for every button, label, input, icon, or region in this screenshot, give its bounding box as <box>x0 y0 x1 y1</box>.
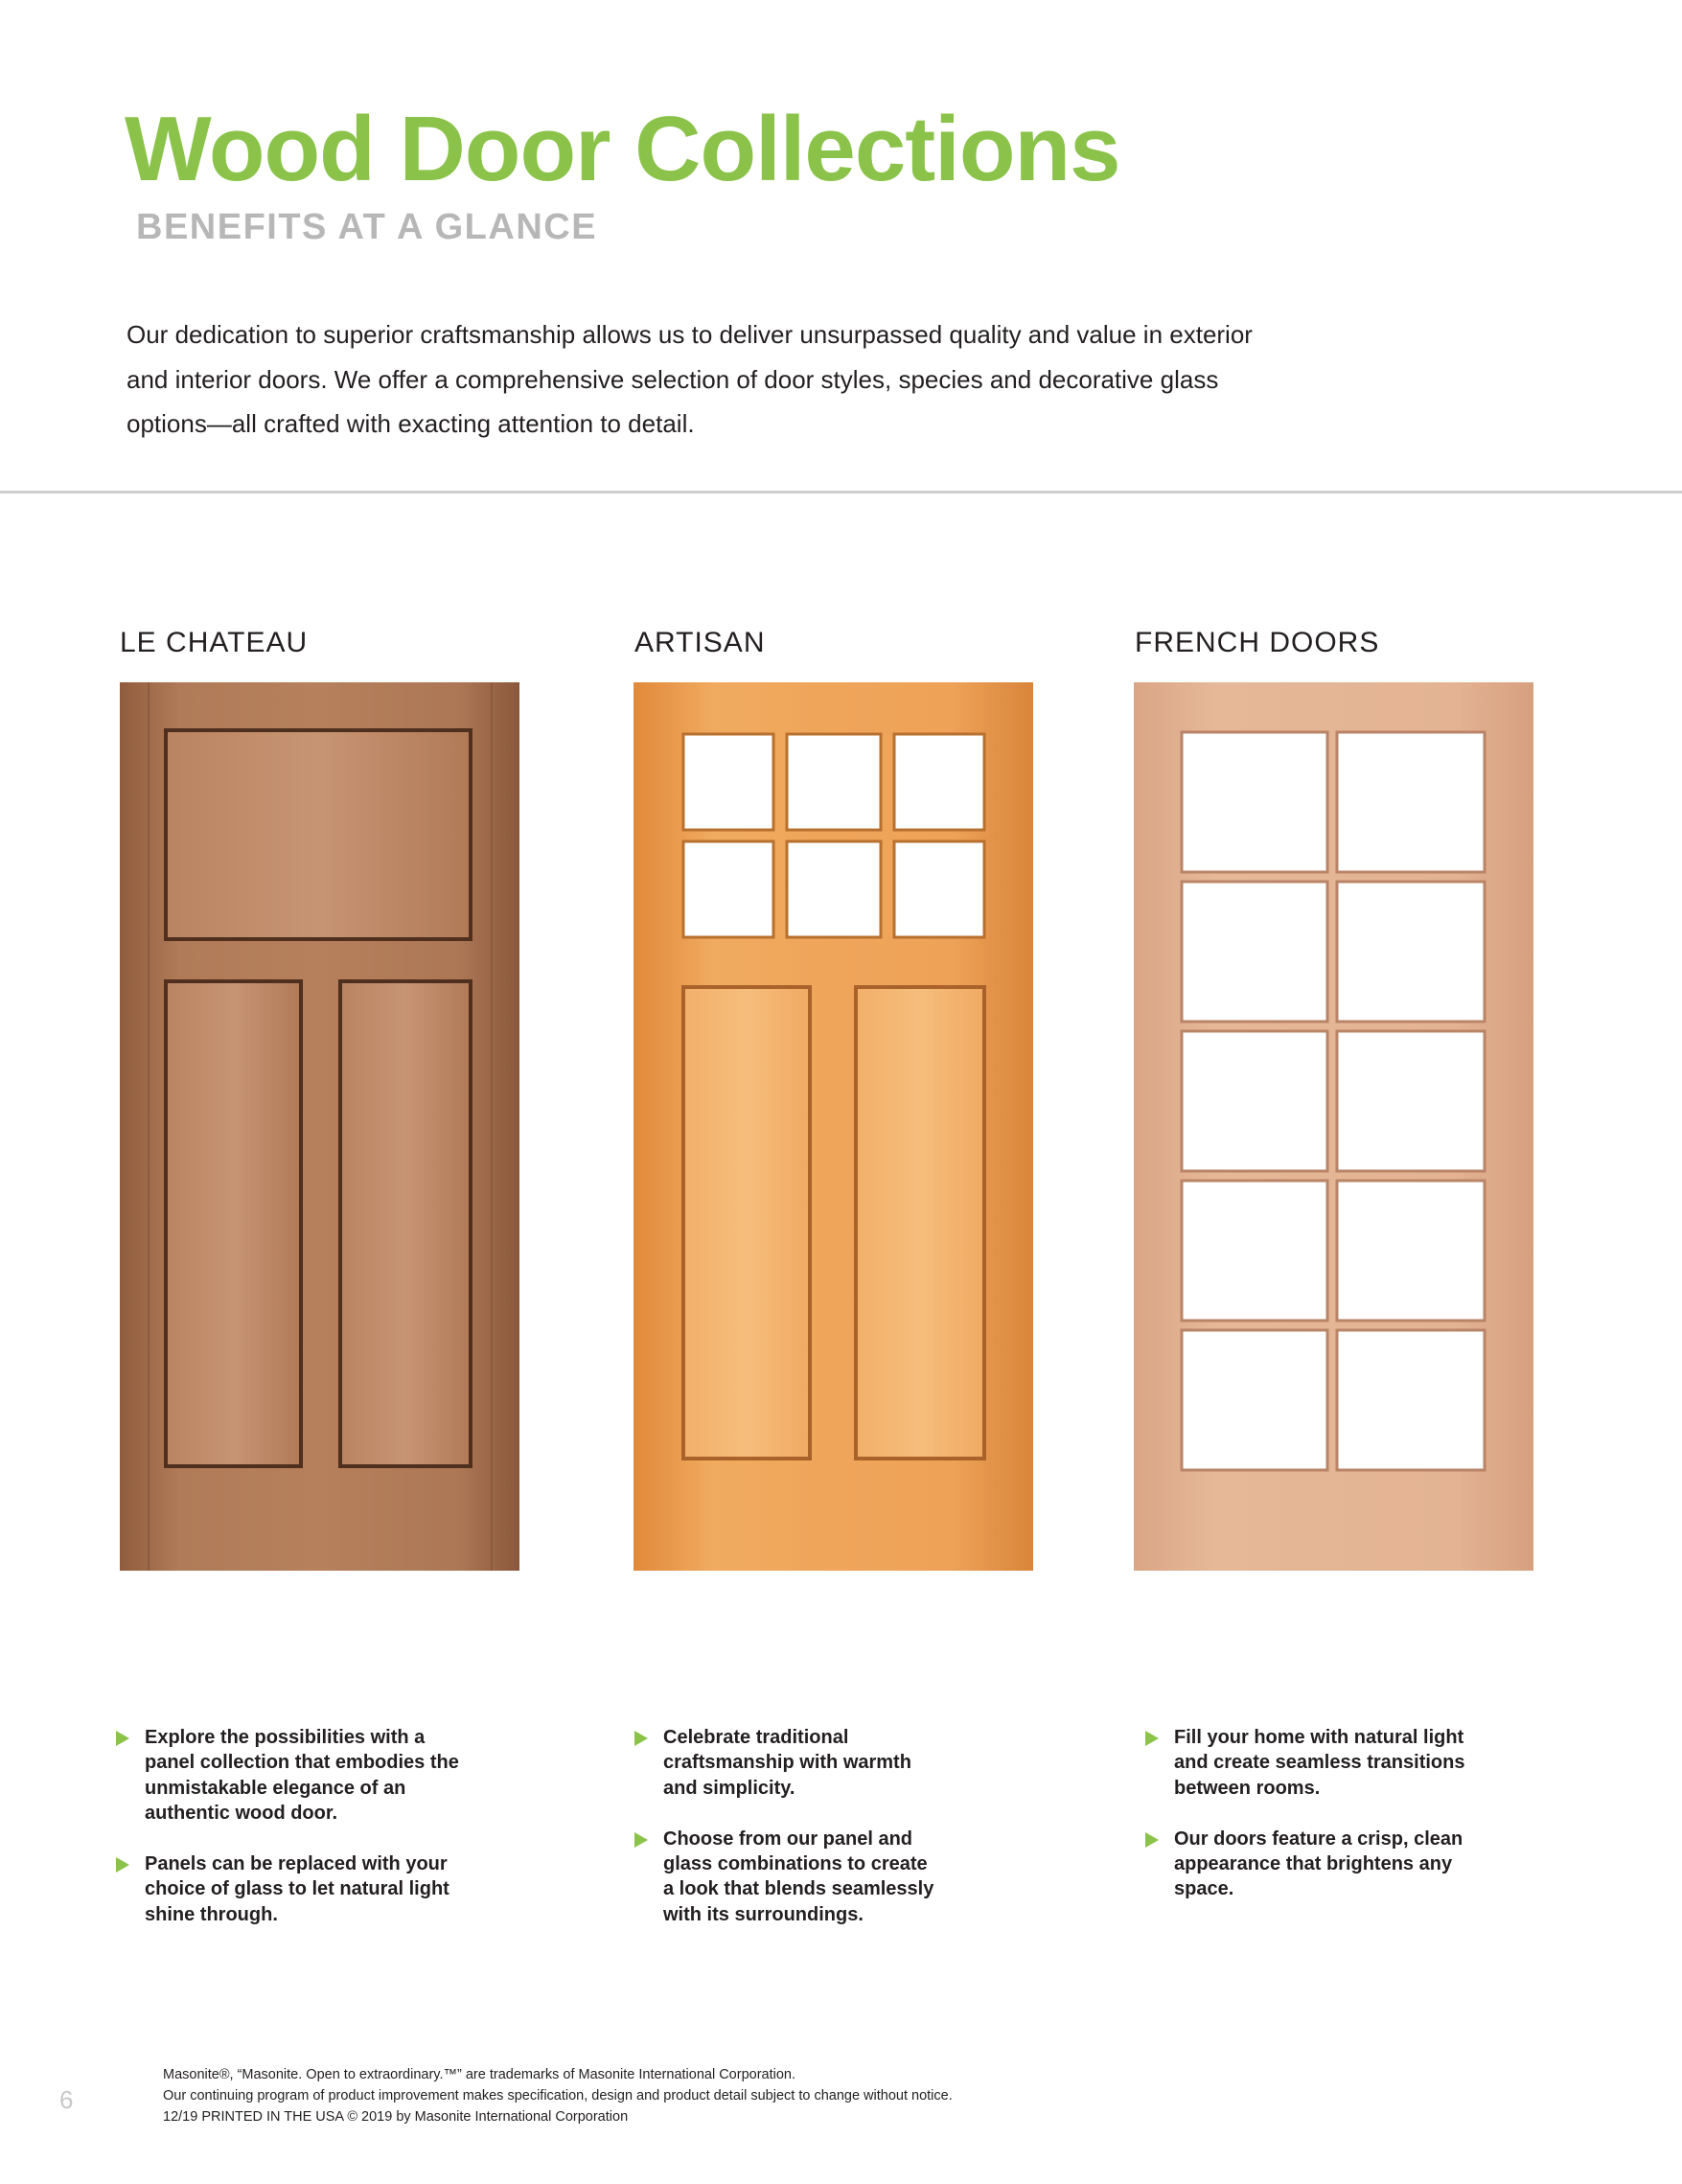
list-item: Our doors feature a crisp, clean appearance that brightens any space. <box>1145 1827 1471 1902</box>
footer-trademark-line: Masonite®, “Masonite. Open to extraordinary.™” are trademarks of Masonite International Corporation. <box>163 2067 795 2082</box>
legal-footer <box>163 2064 953 2127</box>
intro-paragraph: Our dedication to superior craftsmanship allows us to deliver unsurpassed quality and value in exterior and interior doors. We offer a comprehensive selection of door styles, species and decorative glass options—all crafted with exacting attention to detail. <box>127 320 1253 438</box>
artisan-door-image <box>634 682 1033 1571</box>
ten-lite-door-illustration <box>1134 682 1533 1571</box>
triangle-bullet-icon <box>116 1731 129 1746</box>
list-item: Panels can be replaced with your choice of glass to let natural light shine through. <box>116 1851 461 1927</box>
le-chateau-door-image <box>120 682 519 1571</box>
section-divider <box>0 491 1682 494</box>
french-doors-bullets <box>1145 1725 1471 1928</box>
page-title: Wood Door Collections <box>125 98 1120 200</box>
list-item: Fill your home with natural light and create seamless transitions between rooms. <box>1145 1725 1471 1801</box>
collection-title: FRENCH DOORS <box>1135 627 1380 658</box>
page-number: 6 <box>59 2085 74 2114</box>
list-item: Choose from our panel and glass combinations to create a look that blends seamlessly with its surroundings. <box>634 1827 941 1927</box>
footer-notice-line: Our continuing program of product improvement makes specification, design and product detail subject to change without notice. <box>163 2088 953 2104</box>
list-item: Celebrate traditional craftsmanship with warmth and simplicity. <box>634 1725 941 1801</box>
page-subtitle: BENEFITS AT A GLANCE <box>136 207 598 247</box>
triangle-bullet-icon <box>634 1832 648 1848</box>
list-item: Explore the possibilities with a panel collection that embodies the unmistakable elegance of an authentic wood door. <box>116 1725 461 1826</box>
six-lite-door-illustration <box>634 682 1033 1571</box>
artisan-bullets <box>634 1725 941 1953</box>
footer-copyright-line: 12/19 PRINTED IN THE USA © 2019 by Masonite International Corporation <box>163 2109 629 2125</box>
triangle-bullet-icon <box>1145 1731 1159 1746</box>
collection-title: LE CHATEAU <box>120 627 309 658</box>
triangle-bullet-icon <box>1145 1832 1159 1848</box>
collection-title: ARTISAN <box>634 627 766 658</box>
triangle-bullet-icon <box>634 1731 648 1746</box>
three-panel-door-illustration <box>120 682 519 1571</box>
french-door-image <box>1134 682 1533 1571</box>
le-chateau-bullets <box>116 1725 461 1953</box>
triangle-bullet-icon <box>116 1857 129 1873</box>
